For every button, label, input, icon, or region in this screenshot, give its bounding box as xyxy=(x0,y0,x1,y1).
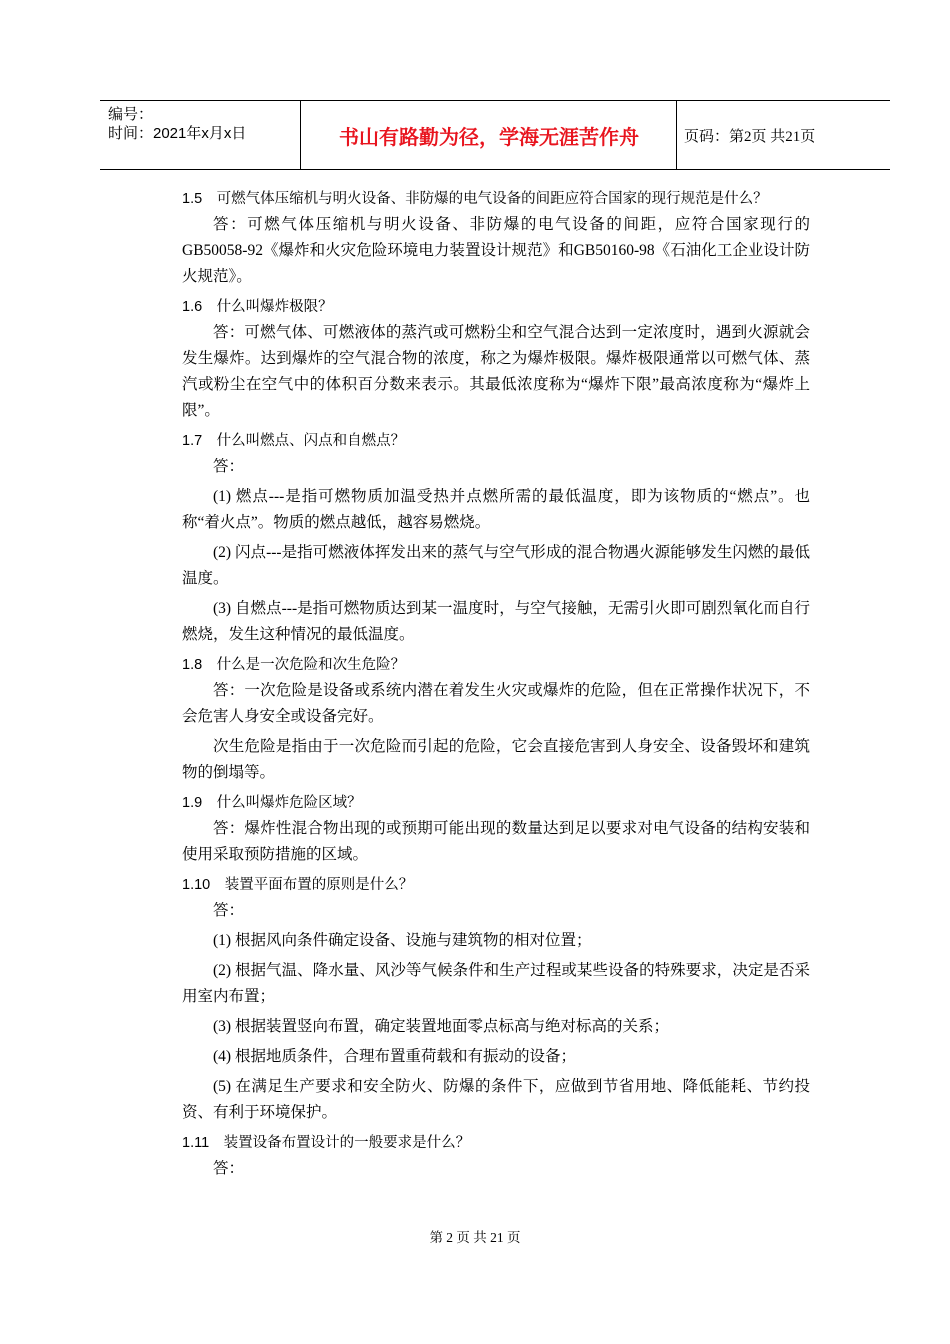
answer-paragraph: 次生危险是指由于一次危险而引起的危险，它会直接危害到人身安全、设备毁坏和建筑物的倒塌等。 xyxy=(182,738,810,781)
header-divider xyxy=(300,101,301,169)
time-label: 时间：2021年x月x日 xyxy=(108,125,247,142)
answer-paragraph: (3) 根据装置竖向布置，确定装置地面零点标高与绝对标高的关系； xyxy=(213,1018,669,1035)
answer-paragraph: 答： xyxy=(213,1160,245,1177)
answer-paragraph: 答： xyxy=(213,458,245,475)
document-body xyxy=(182,186,810,1182)
section-question: 1.6 什么叫爆炸极限？ xyxy=(182,299,333,315)
header-motto: 书山有路勤为径，学海无涯苦作舟 xyxy=(339,124,639,149)
answer-paragraph: 答：可燃气体压缩机与明火设备、非防爆的电气设备的间距，应符合国家现行的GB50058-92《爆炸和火灾危险环境电力装置设计规范》和GB50160-98《石油化工企业设计防火规范》。 xyxy=(182,216,810,285)
section-question: 1.8 什么是一次危险和次生危险？ xyxy=(182,657,406,673)
section-question: 1.7 什么叫燃点、闪点和自燃点？ xyxy=(182,433,406,449)
answer-paragraph: 答： xyxy=(213,902,245,919)
page-footer: 第 2 页 共 21 页 xyxy=(429,1230,521,1245)
answer-paragraph: (1) 燃点---是指可燃物质加温受热并点燃所需的最低温度，即为该物质的“燃点”。也称“着火点”。物质的燃点越低，越容易燃烧。 xyxy=(182,488,810,531)
answer-paragraph: (5) 在满足生产要求和安全防火、防爆的条件下，应做到节省用地、降低能耗、节约投资、有利于环境保护。 xyxy=(182,1078,810,1121)
answer-paragraph: (1) 根据风向条件确定设备、设施与建筑物的相对位置； xyxy=(213,932,592,949)
header-meta xyxy=(108,105,246,143)
answer-paragraph: (3) 自燃点---是指可燃物质达到某一温度时，与空气接触，无需引火即可剧烈氧化而自行燃烧，发生这种情况的最低温度。 xyxy=(182,600,810,643)
header-divider xyxy=(676,101,677,169)
answer-paragraph: (2) 闪点---是指可燃液体挥发出来的蒸气与空气形成的混合物遇火源能够发生闪燃的最低温度。 xyxy=(182,544,810,587)
answer-paragraph: (4) 根据地质条件，合理布置重荷载和有振动的设备； xyxy=(213,1048,576,1065)
section-question: 1.5 可燃气体压缩机与明火设备、非防爆的电气设备的间距应符合国家的现行规范是什么？ xyxy=(182,191,768,207)
section-question: 1.11 装置设备布置设计的一般要求是什么？ xyxy=(182,1135,471,1151)
page-header xyxy=(100,100,890,170)
section-question: 1.10 装置平面布置的原则是什么？ xyxy=(182,877,414,893)
answer-paragraph: 答：一次危险是设备或系统内潜在着发生火灾或爆炸的危险，但在正常操作状况下，不会危害人身安全或设备完好。 xyxy=(182,682,810,725)
number-label: 编号： xyxy=(108,106,154,123)
header-page-info: 页码：第2页 共21页 xyxy=(684,128,816,145)
answer-paragraph: 答：爆炸性混合物出现的或预期可能出现的数量达到足以要求对电气设备的结构安装和使用采取预防措施的区域。 xyxy=(182,820,810,863)
section-question: 1.9 什么叫爆炸危险区域？ xyxy=(182,795,362,811)
answer-paragraph: (2) 根据气温、降水量、风沙等气候条件和生产过程或某些设备的特殊要求，决定是否采用室内布置； xyxy=(182,962,810,1005)
answer-paragraph: 答：可燃气体、可燃液体的蒸汽或可燃粉尘和空气混合达到一定浓度时，遇到火源就会发生爆炸。达到爆炸的空气混合物的浓度，称之为爆炸极限。爆炸极限通常以可燃气体、蒸汽或粉尘在空气中的体积百分数来表示。其最低浓度称为“爆炸下限”最高浓度称为“爆炸上限”。 xyxy=(182,324,810,419)
